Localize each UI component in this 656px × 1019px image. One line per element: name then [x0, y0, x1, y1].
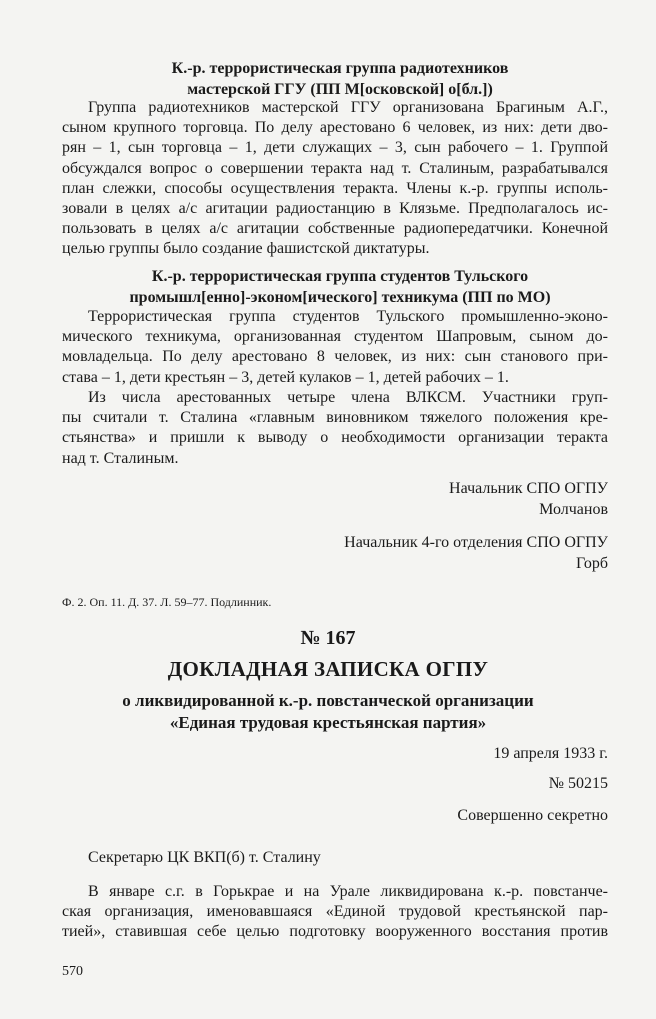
signature-block-1 [188, 478, 608, 520]
paragraph-student-group-2 [62, 388, 608, 469]
document-reg-number: № 50215 [548, 775, 608, 792]
section-heading-student-group [70, 266, 610, 308]
heading-line: К.-р. террористическая группа студентов Тульского [151, 268, 529, 285]
text-line: ская организация, именовавшаяся «Единой трудовой крестьянской пар- [62, 903, 608, 921]
signature-title: Начальник 4-го отделения СПО ОГПУ [344, 534, 608, 551]
text-line: мовладельца. По делу арестовано 8 человек, из них: сын станового при- [62, 348, 608, 366]
paragraph-radio-group [62, 98, 608, 260]
text-line: става – 1, дети крестьян – 3, детей кулаков – 1, детей рабочих – 1. [62, 368, 509, 386]
addressee: Секретарю ЦК ВКП(б) т. Сталину [88, 849, 321, 866]
text-line: сыном крупного торговца. По делу арестовано 6 человек, из них: дети дво- [62, 119, 608, 137]
text-line: пы считали т. Сталина «главным виновником тяжелого положения кре- [62, 409, 608, 427]
text-line: целью группы было создание фашистской диктатуры. [62, 240, 430, 258]
signature-name: Горб [576, 555, 608, 572]
text-line: зовали в целях а/с агитации радиостанцию в Клязьме. Предполагалось ис- [62, 200, 608, 218]
text-line: пользовать в целях а/с агитации собственные радиопередатчики. Конечной [62, 220, 608, 238]
heading-line: мастерской ГГУ (ПП М[осковской] о[бл.]) [187, 81, 493, 98]
paragraph-student-group-1 [62, 307, 608, 388]
document-subtitle [40, 690, 616, 734]
text-line: обсуждался вопрос о совершении теракта над т. Сталиным, разрабатывался [62, 159, 608, 177]
section-heading-radio-group [70, 58, 610, 100]
signature-name: Молчанов [539, 501, 608, 518]
text-line: план слежки, способы осуществления теракта. Члены к.-р. группы исполь- [62, 179, 608, 197]
subtitle-line: о ликвидированной к.-р. повстанческой организации [122, 691, 534, 710]
classification-stamp: Совершенно секретно [457, 807, 608, 824]
subtitle-line: «Единая трудовая крестьянская партия» [169, 713, 487, 732]
text-line: В январе с.г. в Горькрае и на Урале ликвидирована к.-р. повстанче- [88, 883, 608, 900]
document-date: 19 апреля 1933 г. [493, 745, 608, 762]
document-body [62, 882, 608, 943]
text-line: над т. Сталиным. [62, 449, 179, 467]
text-line: Террористическая группа студентов Тульского промышленно-эконо- [88, 308, 608, 325]
text-line: Из числа арестованных четыре члена ВЛКСМ. Участники груп- [88, 389, 608, 406]
signature-block-2 [188, 532, 608, 574]
document-title: ДОКЛАДНАЯ ЗАПИСКА ОГПУ [167, 657, 489, 681]
document-number: № 167 [300, 627, 356, 649]
signature-title: Начальник СПО ОГПУ [449, 480, 608, 497]
text-line: Группа радиотехников мастерской ГГУ организована Брагиным А.Г., [88, 99, 608, 116]
heading-line: промышл[енно]-эконом[ического] техникума (ПП по МО) [129, 289, 551, 306]
page-number: 570 [62, 964, 83, 979]
text-line: тией», ставившая себе целью подготовку вооруженного восстания против [62, 923, 608, 941]
heading-line: К.-р. террористическая группа радиотехников [171, 60, 509, 77]
text-line: стьянства» и пришли к выводу о необходимости организации теракта [62, 429, 608, 447]
text-line: рян – 1, сын торговца – 1, дети служащих – 3, сын рабочего – 1. Группой [62, 139, 608, 157]
archive-source-note: Ф. 2. Оп. 11. Д. 37. Л. 59–77. Подлинник. [62, 595, 272, 609]
text-line: мического техникума, организованная студентом Шапровым, сыном до- [62, 328, 608, 346]
